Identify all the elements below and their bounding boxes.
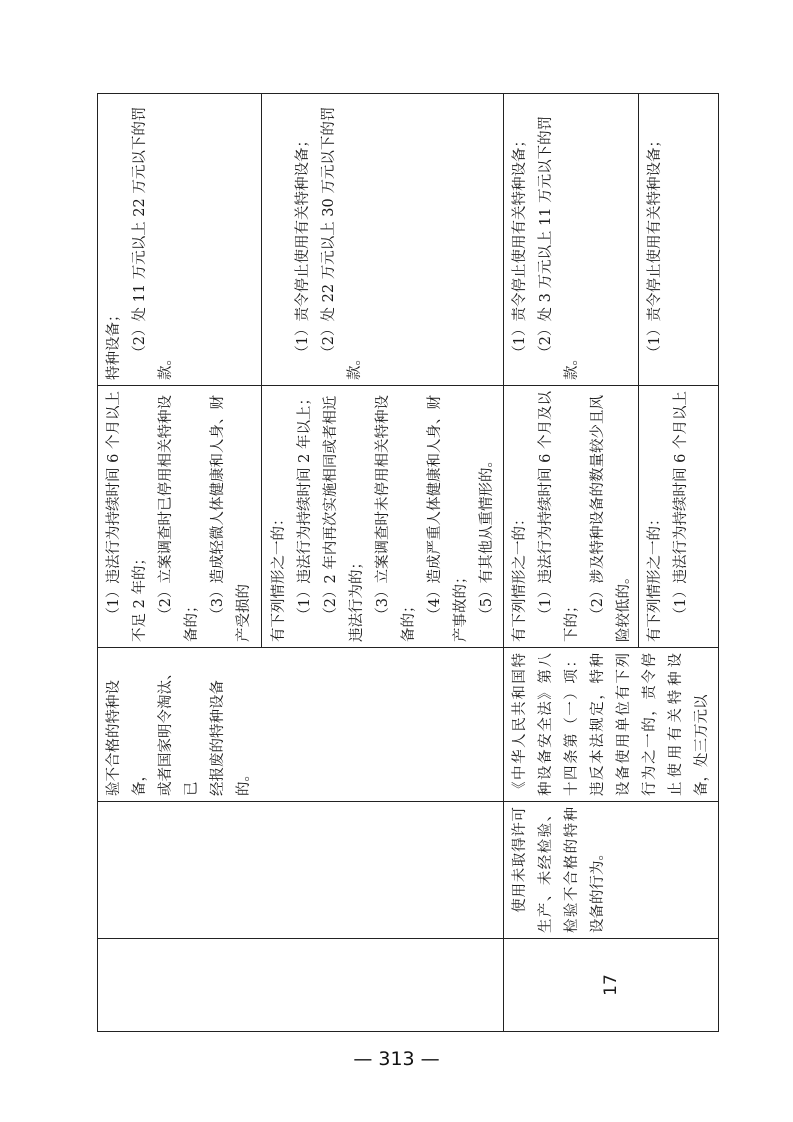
circumstance-item: 有下列情形之一的： [512,511,528,642]
serial-number-cell: 17 [504,939,719,1032]
serial-number-cell [98,939,504,1032]
circumstance-item: （4）造成严重人体健康和人身、财产事故的； [427,394,469,642]
circumstance-item: （1）违法行为持续时间 6 个月及以下的； [538,391,580,642]
penalty-cell [262,94,504,386]
legal-basis-cell [98,648,504,802]
page-number: — 313 — [353,1048,440,1070]
legal-basis-line: 验不合格的特种设备， [106,680,148,796]
penalty-standard-table [97,93,719,1032]
circumstance-item: （1）违法行为持续时间 6 个月以上不足 2 年的； [106,391,148,642]
penalty-item: （1）责令停止使用有关特种设备； [647,132,663,360]
legal-basis-line: 经报废的特种设备的。 [210,680,252,796]
circumstance-item: （3）造成轻微人体健康和人身、财产受损的 [210,394,252,642]
table-row-16-continued [98,94,262,1032]
penalty-light [504,94,638,385]
penalty-item: （2）处 3 万元以上 11 万元以下的罚款。 [538,115,580,380]
legal-basis-text: 《中华人民共和国特种设备安全法》第八十四条第（一）项：违反本法规定，特种设备使用单位有下列行为之一的，责令停止使用有关特种设备，处三万元以 [512,653,710,796]
legal-basis-cell [504,648,719,802]
penalty-medium [638,94,671,385]
penalty-cell [504,94,719,386]
penalty-item: （2）处 11 万元以上 22 万元以下的罚款。 [132,106,174,380]
circumstances-light [504,386,638,647]
rotated-table-stage [97,94,710,1032]
circumstance-item: （2）涉及特种设备的数量较少且风险较低的。 [590,394,632,642]
circumstance-item: （5）有其他从重情形的。 [479,452,495,622]
penalty-cell [98,94,262,386]
penalty-item: （1）责令停止使用有关特种设备； [295,132,311,360]
circumstance-item: （1）违法行为持续时间 2 年以上； [297,391,313,622]
circumstance-item: 有下列情形之一的： [647,511,663,642]
circumstances-medium [638,386,697,647]
violation-act-cell [504,802,719,939]
penalty-item: 特种设备； [106,307,122,380]
circumstance-item: （2）2 年内再次实施相同或者相近违法行为的； [323,395,365,642]
circumstance-item: （2）立案调查时已停用相关特种设备的； [158,394,200,642]
circumstances-cell [504,386,719,648]
circumstances-cell [98,386,262,648]
violation-act-cell [98,802,504,939]
circumstance-item: （3）立案调查时未停用相关特种设备的； [375,394,417,642]
penalty-item: （1）责令停止使用有关特种设备； [512,132,528,360]
penalty-item: （2）处 22 万元以上 30 万元以下的罚款。 [321,106,363,380]
table-row-17 [504,94,719,1032]
violation-act-text: 使用未取得许可生产、未经检验、检验不合格的特种设备的行为。 [512,807,606,933]
circumstance-item: 有下列情形之一的： [271,511,287,642]
legal-basis-line: 或者国家明令淘汰、已 [158,665,200,796]
circumstances-cell [262,386,504,648]
circumstance-item: （1）违法行为持续时间 6 个月以上 [673,391,689,622]
